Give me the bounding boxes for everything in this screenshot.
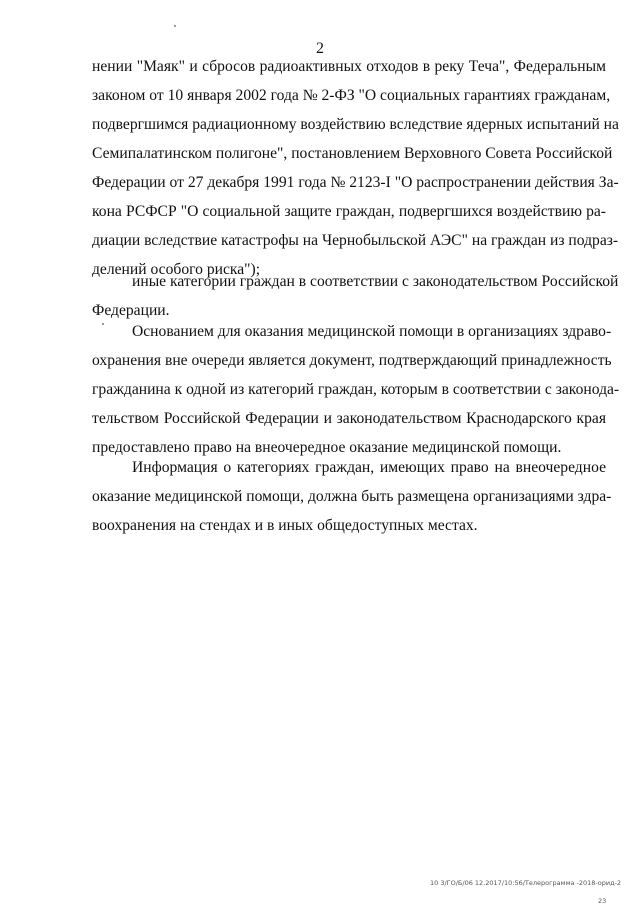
scan-speck bbox=[174, 25, 176, 27]
text-line: Федерации от 27 декабря 1991 года № 2123-I "О распространении действия За- bbox=[92, 174, 619, 191]
text-line: иные категории граждан в соответствии с законодательством Российской bbox=[132, 273, 619, 290]
text-line: законом от 10 января 2002 года № 2-ФЗ "О социальных гарантиях гражданам, bbox=[92, 87, 611, 104]
text-line: нении "Маяк" и сбросов радиоактивных отходов в реку Теча", Федеральным bbox=[92, 58, 606, 75]
paragraph-information bbox=[92, 457, 612, 544]
text-line: оказание медицинской помощи, должна быть размещена организациями здра- bbox=[92, 488, 612, 505]
text-line: Федерации. bbox=[92, 302, 170, 319]
paragraph-basis bbox=[92, 321, 620, 466]
paragraph-continuation bbox=[92, 56, 619, 288]
page-number: 2 bbox=[316, 40, 324, 57]
text-line: кона РСФСР "О социальной защите граждан, подвергшихся воздействию ра- bbox=[92, 203, 606, 220]
text-line: Основанием для оказания медицинской помощи в организациях здраво- bbox=[132, 323, 612, 340]
footer-stamp: 10 3/ГО/Б/06 12.2017/10:56/Телерограмма -2018-орид-2 bbox=[430, 879, 622, 887]
text-line: диации вследствие катастрофы на Чернобыльской АЭС" на граждан из подраз- bbox=[92, 232, 619, 249]
text-line: воохранения на стендах и в иных общедоступных местах. bbox=[92, 517, 478, 534]
text-line: охранения вне очереди является документ, подтверждающий принадлежность bbox=[92, 352, 612, 369]
text-line: Информация о категориях граждан, имеющих право на внеочередное bbox=[132, 459, 606, 476]
text-line: Семипалатинском полигоне", постановлением Верховного Совета Российской bbox=[92, 145, 613, 162]
text-line: предоставлено право на внеочередное оказание медицинской помощи. bbox=[92, 439, 562, 456]
footer-page-code: 23 bbox=[598, 897, 607, 905]
text-line: тельством Российской Федерации и законодательством Краснодарского края bbox=[92, 410, 606, 427]
text-line: делений особого риска"); bbox=[92, 261, 261, 278]
text-line: подвергшимся радиационному воздействию вследствие ядерных испытаний на bbox=[92, 116, 619, 133]
text-line: гражданина к одной из категорий граждан, которым в соответствии с законода- bbox=[92, 381, 620, 398]
